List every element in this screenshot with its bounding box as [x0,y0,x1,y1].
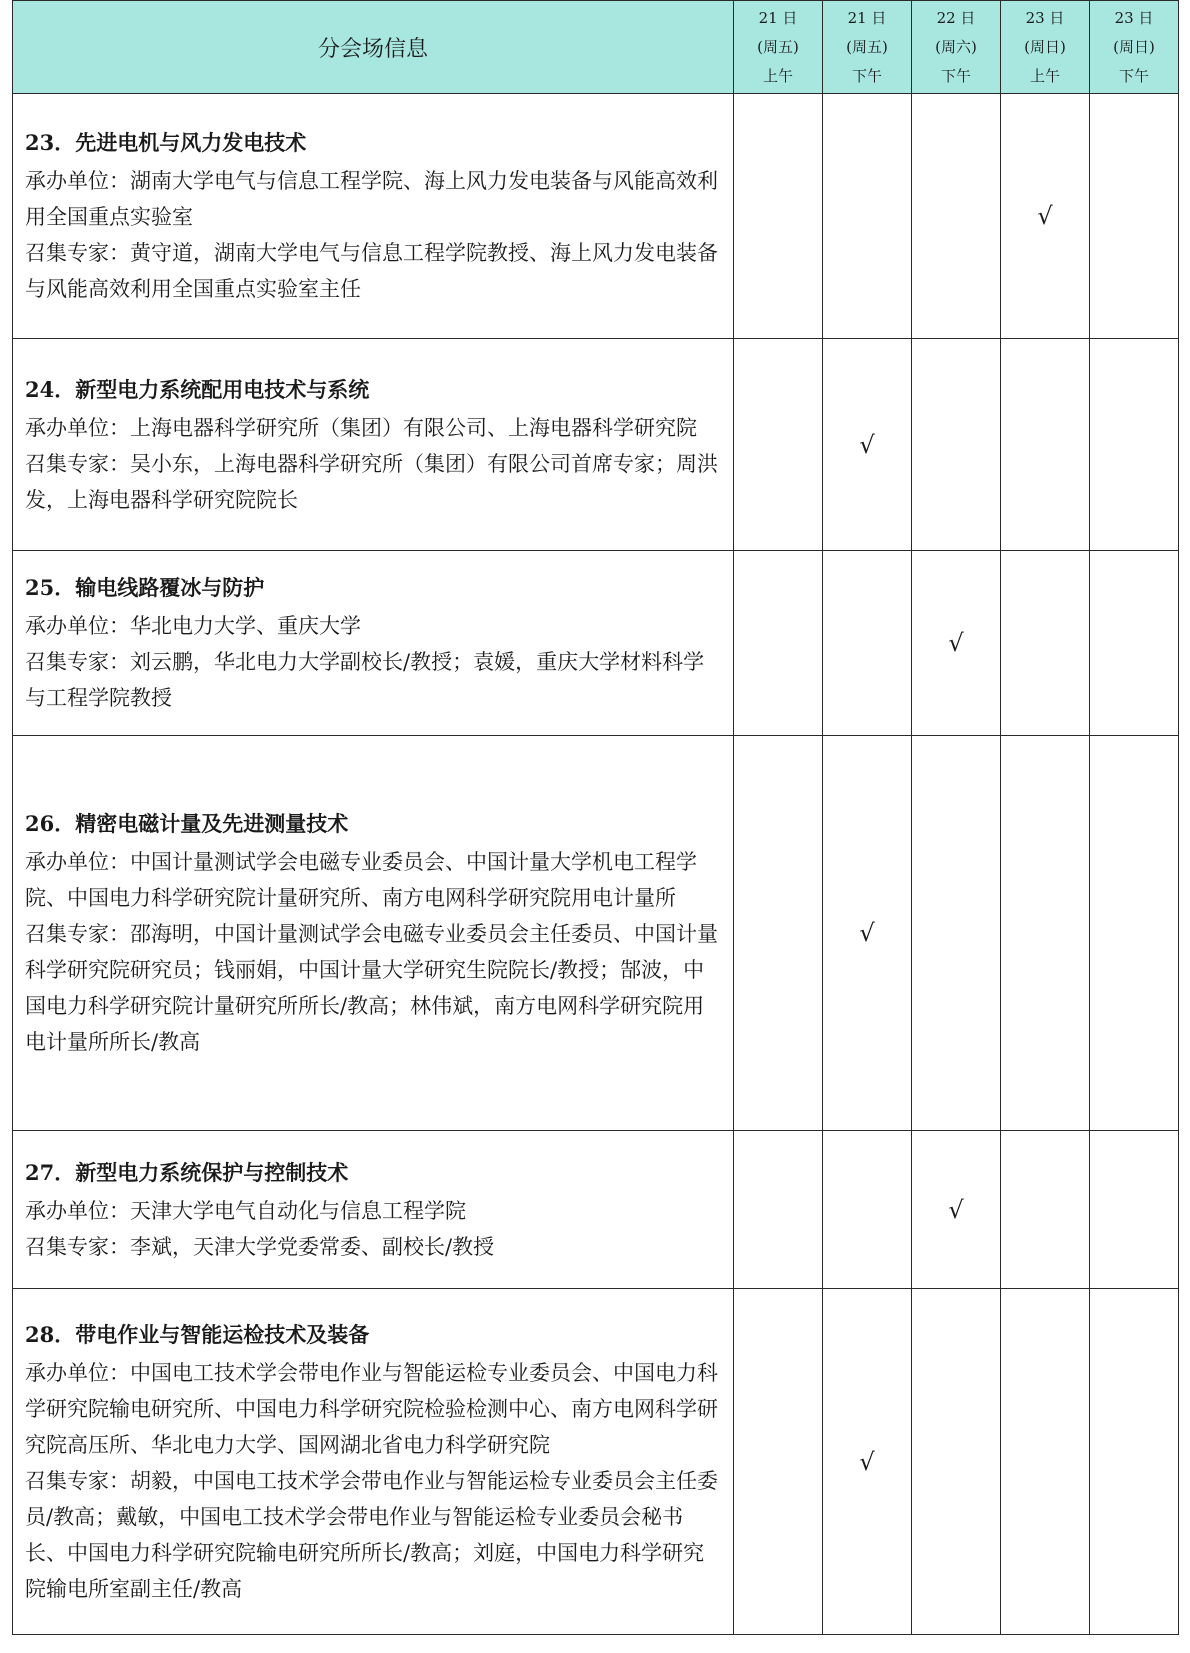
session-info [13,1131,734,1289]
day-date: 22 日 [936,8,976,27]
slot-cell [912,736,1001,1131]
session-host: 承办单位：上海电器科学研究所（集团）有限公司、上海电器科学研究院 [25,415,697,440]
session-title: 28．带电作业与智能运检技术及装备 [25,1321,370,1347]
session-host: 承办单位：中国电工技术学会带电作业与智能运检专业委员会、中国电力科学研究院输电研究所、中国电力科学研究院检验检测中心、南方电网科学研究院高压所、华北电力大学、国网湖北省电力科学研究院 [25,1360,718,1457]
day-period: 下午 [940,66,971,85]
session-experts: 召集专家：黄守道，湖南大学电气与信息工程学院教授、海上风力发电装备与风能高效利用全国重点实验室主任 [25,241,718,301]
session-host: 承办单位：天津大学电气自动化与信息工程学院 [25,1198,466,1223]
slot-cell [912,94,1001,339]
day-date: 21 日 [758,8,798,27]
check-mark: √ [823,736,912,1131]
session-title: 26．精密电磁计量及先进测量技术 [25,811,349,836]
slot-cell [912,339,1001,551]
session-host: 承办单位：湖南大学电气与信息工程学院、海上风力发电装备与风能高效利用全国重点实验室 [25,169,718,229]
slot-cell [734,1131,823,1289]
session-experts: 召集专家：李斌，天津大学党委常委、副校长/教授 [25,1234,495,1259]
schedule-sheet [12,0,1178,1635]
day-weekday: (周六) [935,37,977,56]
session-info [13,1289,734,1635]
slot-cell [1090,94,1179,339]
slot-cell [734,551,823,736]
day-period: 上午 [762,66,793,85]
day-period: 下午 [851,66,882,85]
check-mark: √ [912,1131,1001,1289]
session-title: 23．先进电机与风力发电技术 [25,130,307,155]
slot-cell [1001,1131,1090,1289]
check-mark: √ [912,551,1001,736]
slot-cell [1090,1289,1179,1635]
slot-cell [1090,736,1179,1131]
header-day-4 [1001,1,1090,94]
day-weekday: (周五) [846,37,888,56]
session-experts: 召集专家：刘云鹏，华北电力大学副校长/教授；袁媛，重庆大学材料科学与工程学院教授 [25,650,705,710]
slot-cell [734,1289,823,1635]
slot-cell [1001,736,1090,1131]
slot-cell [734,736,823,1131]
table-row [13,1131,1179,1289]
slot-cell [1090,551,1179,736]
header-day-5 [1090,1,1179,94]
slot-cell [823,1131,912,1289]
session-host: 承办单位：华北电力大学、重庆大学 [25,614,361,638]
check-mark: √ [823,1289,912,1635]
check-mark: √ [823,339,912,551]
slot-cell [734,339,823,551]
header-day-2 [823,1,912,94]
day-period: 上午 [1029,66,1060,85]
day-period: 下午 [1118,66,1149,85]
session-experts: 召集专家：吴小东，上海电器科学研究所（集团）有限公司首席专家；周洪发，上海电器科学研究院院长 [25,451,718,512]
day-date: 23 日 [1025,8,1065,27]
day-weekday: (周五) [757,37,799,56]
header-title: 分会场信息 [13,1,734,94]
slot-cell [1001,1289,1090,1635]
slot-cell [1001,339,1090,551]
table-row [13,339,1179,551]
session-table [12,0,1179,1635]
session-info [13,94,734,339]
session-info [13,339,734,551]
check-mark: √ [1001,94,1090,339]
slot-cell [823,94,912,339]
table-row [13,551,1179,736]
session-experts: 召集专家：邵海明，中国计量测试学会电磁专业委员会主任委员、中国计量科学研究院研究员；钱丽娟，中国计量大学研究生院院长/教授；郜波，中国电力科学研究院计量研究所所长/教高；林伟斌，南方电网科学研究院用电计量所所长/教高 [25,922,718,1054]
session-experts: 召集专家：胡毅，中国电工技术学会带电作业与智能运检专业委员会主任委员/教高；戴敏，中国电工技术学会带电作业与智能运检专业委员会秘书长、中国电力科学研究院输电研究所所长/教高；刘庭，中国电力科学研究院输电所室副主任/教高 [25,1468,718,1601]
slot-cell [1090,339,1179,551]
slot-cell [823,551,912,736]
day-date: 23 日 [1114,8,1154,27]
session-title: 25．输电线路覆冰与防护 [25,575,265,600]
slot-cell [1001,551,1090,736]
header-day-3 [912,1,1001,94]
session-title: 27．新型电力系统保护与控制技术 [25,1159,349,1185]
session-info [13,736,734,1131]
table-row [13,1289,1179,1635]
table-row [13,94,1179,339]
slot-cell [1090,1131,1179,1289]
day-date: 21 日 [847,8,887,27]
day-weekday: (周日) [1113,37,1155,56]
header-row [13,1,1179,94]
session-host: 承办单位：中国计量测试学会电磁专业委员会、中国计量大学机电工程学院、中国电力科学研究院计量研究所、南方电网科学研究院用电计量所 [25,850,697,910]
slot-cell [734,94,823,339]
day-weekday: (周日) [1024,37,1066,56]
session-title: 24．新型电力系统配用电技术与系统 [25,376,370,402]
session-info [13,551,734,736]
header-day-1 [734,1,823,94]
table-row [13,736,1179,1131]
slot-cell [912,1289,1001,1635]
